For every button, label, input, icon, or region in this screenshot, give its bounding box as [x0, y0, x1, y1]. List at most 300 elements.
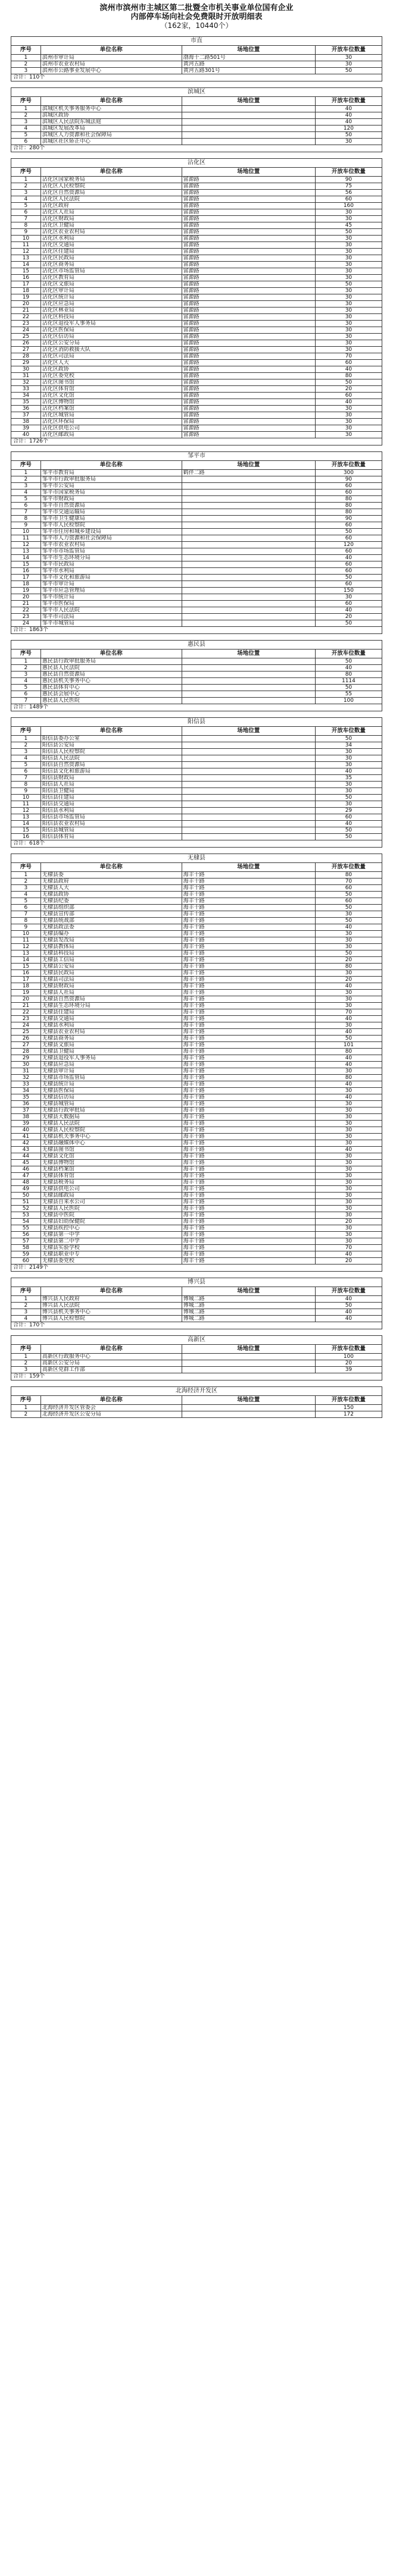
- section-gap: [0, 445, 393, 451]
- cell-no: 10: [11, 931, 41, 937]
- cell-unit: 无棣县应急局: [40, 1062, 182, 1068]
- section-gap: [0, 711, 393, 717]
- cell-unit: 沾化区应急局: [40, 301, 182, 308]
- cell-no: 2: [11, 665, 41, 672]
- cell-unit: 惠民县会展中心: [40, 691, 182, 698]
- cell-no: 30: [11, 366, 41, 373]
- cell-spots: 30: [315, 406, 382, 412]
- table-row: [11, 918, 382, 924]
- cell-no: 17: [11, 575, 41, 581]
- cell-place: 海丰十路: [182, 885, 315, 892]
- cell-spots: 50: [315, 620, 382, 627]
- cell-place: 海丰十路: [182, 1029, 315, 1036]
- cell-no: 1: [11, 177, 41, 183]
- cell-spots: 30: [315, 288, 382, 294]
- cell-spots: 30: [315, 1134, 382, 1140]
- cell-place: [182, 1367, 315, 1373]
- cell-unit: 阳信县体育局: [40, 834, 182, 840]
- table-row: [11, 301, 382, 308]
- cell-no: 2: [11, 183, 41, 190]
- table-row: [11, 1193, 382, 1199]
- cell-unit: 博兴县人民政府: [40, 1296, 182, 1303]
- cell-spots: 40: [315, 1029, 382, 1036]
- cell-no: 33: [11, 1081, 41, 1088]
- cell-spots: 40: [315, 1147, 382, 1153]
- cell-unit: 无棣县融媒体中心: [40, 1140, 182, 1147]
- cell-place: [182, 139, 315, 145]
- cell-no: 2: [11, 476, 41, 483]
- region-name: 博兴县: [11, 1278, 382, 1287]
- cell-no: 24: [11, 1022, 41, 1029]
- col-header-place: 场地位置: [182, 650, 315, 658]
- cell-place: 海丰十路: [182, 1003, 315, 1009]
- cell-spots: 60: [315, 601, 382, 607]
- cell-spots: 30: [315, 1166, 382, 1173]
- cell-place: [182, 736, 315, 742]
- cell-unit: 沾化区文化馆: [40, 393, 182, 399]
- table-row: [11, 665, 382, 672]
- cell-spots: 90: [315, 476, 382, 483]
- cell-spots: 30: [315, 294, 382, 301]
- cell-spots: 40: [315, 399, 382, 406]
- table-header: [11, 97, 382, 106]
- table-row: [11, 1049, 382, 1055]
- table-row: [11, 399, 382, 406]
- region-table: [11, 726, 382, 840]
- region-table: [11, 45, 382, 74]
- col-header-spots: 开放车位数量: [315, 863, 382, 872]
- cell-place: 富源路: [182, 262, 315, 268]
- cell-spots: 30: [315, 327, 382, 334]
- cell-place: 海丰十路: [182, 944, 315, 950]
- cell-no: 31: [11, 1068, 41, 1075]
- cell-no: 5: [11, 685, 41, 691]
- cell-no: 17: [11, 977, 41, 983]
- cell-unit: 无棣县大数据局: [40, 1114, 182, 1121]
- table-row: [11, 366, 382, 373]
- cell-unit: 无棣县政协: [40, 892, 182, 898]
- cell-unit: 北海经济开发区公安分局: [40, 1411, 182, 1418]
- table-body: [11, 872, 382, 1265]
- table-row: [11, 1296, 382, 1303]
- cell-spots: 50: [315, 575, 382, 581]
- cell-place: 黄河五路301号: [182, 68, 315, 74]
- region-name: 惠民县: [11, 640, 382, 649]
- cell-spots: 30: [315, 1186, 382, 1193]
- table-row: [11, 788, 382, 795]
- cell-unit: 沾化区人民检察院: [40, 183, 182, 190]
- cell-no: 13: [11, 814, 41, 821]
- col-header-no: 序号: [11, 650, 41, 658]
- cell-spots: 30: [315, 1153, 382, 1160]
- table-row: [11, 1411, 382, 1418]
- table-row: [11, 55, 382, 61]
- cell-spots: 30: [315, 321, 382, 327]
- cell-spots: 40: [315, 821, 382, 827]
- cell-no: 1: [11, 1405, 41, 1411]
- cell-spots: 50: [315, 1303, 382, 1309]
- cell-spots: 50: [315, 281, 382, 288]
- cell-unit: 沾化区财政局: [40, 216, 182, 222]
- cell-spots: 50: [315, 736, 382, 742]
- cell-spots: 40: [315, 1251, 382, 1258]
- cell-no: 45: [11, 1160, 41, 1166]
- cell-no: 29: [11, 1055, 41, 1062]
- cell-unit: 沾化区国家税务局: [40, 177, 182, 183]
- table-row: [11, 691, 382, 698]
- cell-spots: 30: [315, 419, 382, 425]
- cell-place: 富源路: [182, 334, 315, 340]
- table-row: [11, 68, 382, 74]
- cell-place: [182, 691, 315, 698]
- cell-spots: 60: [315, 535, 382, 542]
- cell-place: 渤海十二路501号: [182, 55, 315, 61]
- col-header-spots: 开放车位数量: [315, 1287, 382, 1296]
- cell-no: 41: [11, 1134, 41, 1140]
- col-header-no: 序号: [11, 461, 41, 470]
- cell-unit: 阳信县委办公室: [40, 736, 182, 742]
- cell-place: 富源路: [182, 255, 315, 262]
- cell-place: [182, 801, 315, 808]
- cell-spots: 60: [315, 360, 382, 366]
- cell-spots: 30: [315, 762, 382, 768]
- cell-spots: 50: [315, 658, 382, 665]
- cell-place: 富源路: [182, 281, 315, 288]
- cell-place: 海丰十路: [182, 1147, 315, 1153]
- cell-unit: 无棣县妇幼保健院: [40, 1219, 182, 1225]
- cell-spots: 30: [315, 1114, 382, 1121]
- cell-no: 1: [11, 872, 41, 878]
- region-subtotal: 合计：110个: [11, 74, 382, 81]
- cell-spots: 70: [315, 353, 382, 360]
- cell-place: [182, 119, 315, 125]
- cell-no: 3: [11, 1309, 41, 1316]
- table-row: [11, 294, 382, 301]
- table-row: [11, 1354, 382, 1360]
- cell-no: 7: [11, 509, 41, 516]
- cell-no: 43: [11, 1147, 41, 1153]
- cell-spots: 30: [315, 1179, 382, 1186]
- cell-unit: 无棣县交通局: [40, 1016, 182, 1022]
- table-row: [11, 353, 382, 360]
- cell-spots: 40: [315, 768, 382, 775]
- cell-place: 海丰十路: [182, 990, 315, 996]
- region-name: 高新区: [11, 1335, 382, 1344]
- cell-spots: 30: [315, 308, 382, 314]
- cell-no: 15: [11, 964, 41, 970]
- cell-unit: 惠民县体育中心: [40, 685, 182, 691]
- cell-spots: 50: [315, 892, 382, 898]
- cell-spots: 30: [315, 1193, 382, 1199]
- cell-unit: 邹平市国家税务局: [40, 490, 182, 496]
- table-row: [11, 964, 382, 970]
- cell-place: 富源路: [182, 183, 315, 190]
- table-row: [11, 548, 382, 555]
- table-row: [11, 106, 382, 112]
- cell-no: 13: [11, 548, 41, 555]
- cell-spots: 30: [315, 55, 382, 61]
- cell-spots: 80: [315, 1049, 382, 1055]
- cell-unit: 阳信县城管局: [40, 827, 182, 834]
- cell-place: 富源路: [182, 373, 315, 379]
- cell-no: 25: [11, 334, 41, 340]
- cell-unit: 邹平市卫生健康局: [40, 516, 182, 522]
- cell-place: 富源路: [182, 196, 315, 203]
- cell-spots: 30: [315, 301, 382, 308]
- cell-unit: 无棣县邮政局: [40, 1193, 182, 1199]
- cell-spots: 30: [315, 1173, 382, 1179]
- cell-place: [182, 132, 315, 139]
- cell-spots: 30: [315, 944, 382, 950]
- cell-no: 33: [11, 386, 41, 393]
- cell-no: 49: [11, 1186, 41, 1193]
- cell-spots: 20: [315, 977, 382, 983]
- table-row: [11, 125, 382, 132]
- table-row: [11, 878, 382, 885]
- cell-place: 海丰十路: [182, 1160, 315, 1166]
- table-body: [11, 55, 382, 74]
- header-row: [11, 97, 382, 106]
- cell-unit: 沾化区教育局: [40, 275, 182, 281]
- table-row: [11, 885, 382, 892]
- table-row: [11, 476, 382, 483]
- cell-no: 26: [11, 1036, 41, 1042]
- cell-place: [182, 594, 315, 601]
- cell-no: 3: [11, 119, 41, 125]
- cell-place: 海丰十路: [182, 1166, 315, 1173]
- table-row: [11, 288, 382, 294]
- cell-no: 16: [11, 970, 41, 977]
- table-row: [11, 542, 382, 548]
- cell-no: 57: [11, 1238, 41, 1245]
- cell-unit: 邹平市行政审批服务局: [40, 476, 182, 483]
- cell-unit: 无棣县机关事务中心: [40, 1134, 182, 1140]
- cell-place: 富源路: [182, 393, 315, 399]
- cell-unit: 沾化区科技局: [40, 314, 182, 321]
- cell-unit: 沾化区市场监管局: [40, 268, 182, 275]
- cell-unit: 沾化区水利局: [40, 236, 182, 242]
- table-row: [11, 614, 382, 620]
- cell-spots: 60: [315, 196, 382, 203]
- table-row: [11, 249, 382, 255]
- doc-title-line2: 内部停车场向社会免费限时开放明细表: [130, 12, 263, 21]
- table-row: [11, 575, 382, 581]
- cell-unit: 无棣县卫健局: [40, 1049, 182, 1055]
- cell-unit: 无棣县审计局: [40, 1068, 182, 1075]
- cell-spots: 40: [315, 1316, 382, 1322]
- cell-spots: 45: [315, 222, 382, 229]
- cell-spots: 30: [315, 1003, 382, 1009]
- table-row: [11, 1042, 382, 1049]
- cell-no: 15: [11, 268, 41, 275]
- cell-spots: 101: [315, 1042, 382, 1049]
- cell-spots: 60: [315, 814, 382, 821]
- cell-no: 36: [11, 1101, 41, 1107]
- section-gap: [0, 81, 393, 87]
- cell-no: 1: [11, 736, 41, 742]
- table-row: [11, 1367, 382, 1373]
- cell-spots: 20: [315, 957, 382, 964]
- cell-place: 海丰十路: [182, 1206, 315, 1212]
- cell-spots: 60: [315, 490, 382, 496]
- table-row: [11, 1160, 382, 1166]
- cell-spots: 60: [315, 483, 382, 490]
- cell-spots: 50: [315, 834, 382, 840]
- table-row: [11, 1316, 382, 1322]
- cell-unit: 无棣县图书馆: [40, 1147, 182, 1153]
- cell-no: 37: [11, 412, 41, 419]
- cell-spots: 40: [315, 1062, 382, 1068]
- cell-place: 富源路: [182, 308, 315, 314]
- table-row: [11, 775, 382, 782]
- cell-place: [182, 522, 315, 529]
- region-section: [11, 854, 382, 1272]
- cell-place: 富源路: [182, 425, 315, 432]
- cell-unit: 无棣县住建局: [40, 1009, 182, 1016]
- cell-unit: 沾化区人社局: [40, 209, 182, 216]
- cell-spots: 30: [315, 334, 382, 340]
- cell-place: [182, 1405, 315, 1411]
- cell-unit: 阳信县人民法院: [40, 755, 182, 762]
- cell-unit: 阳信县住建局: [40, 795, 182, 801]
- cell-unit: 无棣县委党校: [40, 1258, 182, 1265]
- table-row: [11, 1075, 382, 1081]
- table-header: [11, 1287, 382, 1296]
- cell-no: 6: [11, 139, 41, 145]
- table-header: [11, 650, 382, 658]
- cell-unit: 无棣县市场监管局: [40, 1075, 182, 1081]
- cell-spots: 80: [315, 672, 382, 678]
- section-gap: [0, 1329, 393, 1335]
- cell-place: 黄河五路: [182, 61, 315, 68]
- cell-spots: 172: [315, 1411, 382, 1418]
- cell-no: 23: [11, 321, 41, 327]
- cell-unit: 无棣县信访局: [40, 1094, 182, 1101]
- cell-spots: 30: [315, 242, 382, 249]
- cell-no: 27: [11, 1042, 41, 1049]
- cell-no: 18: [11, 581, 41, 588]
- cell-spots: 100: [315, 1354, 382, 1360]
- cell-unit: 无棣县中医院: [40, 1212, 182, 1219]
- cell-no: 29: [11, 360, 41, 366]
- cell-no: 12: [11, 249, 41, 255]
- cell-unit: 无棣县发改局: [40, 937, 182, 944]
- cell-no: 11: [11, 535, 41, 542]
- section-gap: [0, 30, 393, 36]
- cell-unit: 无棣县组织部: [40, 905, 182, 911]
- cell-spots: 30: [315, 1127, 382, 1134]
- cell-no: 11: [11, 801, 41, 808]
- cell-unit: 惠民县人民医院: [40, 698, 182, 704]
- table-row: [11, 1094, 382, 1101]
- region-subtotal: 合计：618个: [11, 840, 382, 848]
- header-row: [11, 461, 382, 470]
- col-header-place: 场地位置: [182, 1345, 315, 1354]
- region-table: [11, 96, 382, 145]
- cell-unit: 阳信县自然资源局: [40, 762, 182, 768]
- table-row: [11, 1022, 382, 1029]
- table-header: [11, 1396, 382, 1405]
- header-row: [11, 1287, 382, 1296]
- cell-place: 富源路: [182, 366, 315, 373]
- cell-place: 富源路: [182, 353, 315, 360]
- cell-no: 3: [11, 672, 41, 678]
- cell-no: 15: [11, 561, 41, 568]
- cell-unit: 无棣县公安局: [40, 964, 182, 970]
- col-header-place: 场地位置: [182, 168, 315, 177]
- cell-spots: 20: [315, 386, 382, 393]
- cell-place: 富源路: [182, 406, 315, 412]
- cell-place: [182, 509, 315, 516]
- table-row: [11, 762, 382, 768]
- cell-spots: 20: [315, 614, 382, 620]
- cell-place: 海丰十路: [182, 1055, 315, 1062]
- cell-unit: 滨城区政协: [40, 112, 182, 119]
- cell-no: 38: [11, 1114, 41, 1121]
- table-row: [11, 1134, 382, 1140]
- table-row: [11, 983, 382, 990]
- table-row: [11, 937, 382, 944]
- cell-unit: 阳信县卫健局: [40, 788, 182, 795]
- header-row: [11, 650, 382, 658]
- table-row: [11, 419, 382, 425]
- cell-no: 5: [11, 132, 41, 139]
- table-row: [11, 203, 382, 209]
- cell-spots: 150: [315, 1405, 382, 1411]
- cell-spots: 30: [315, 749, 382, 755]
- table-row: [11, 795, 382, 801]
- region-table: [11, 862, 382, 1265]
- cell-spots: 50: [315, 905, 382, 911]
- cell-no: 4: [11, 678, 41, 685]
- cell-no: 31: [11, 373, 41, 379]
- table-row: [11, 347, 382, 353]
- cell-unit: 无棣县水利局: [40, 1022, 182, 1029]
- cell-unit: 无棣县民政局: [40, 970, 182, 977]
- table-row: [11, 360, 382, 366]
- cell-no: 2: [11, 61, 41, 68]
- table-row: [11, 698, 382, 704]
- cell-spots: 70: [315, 1009, 382, 1016]
- cell-place: [182, 503, 315, 509]
- table-row: [11, 1303, 382, 1309]
- cell-spots: 30: [315, 937, 382, 944]
- cell-spots: 120: [315, 125, 382, 132]
- cell-unit: 沾化区司法局: [40, 353, 182, 360]
- cell-no: 5: [11, 496, 41, 503]
- col-header-unit: 单位名称: [40, 168, 182, 177]
- cell-spots: 60: [315, 885, 382, 892]
- cell-no: 23: [11, 614, 41, 620]
- cell-place: 海丰十路: [182, 1101, 315, 1107]
- cell-spots: 30: [315, 425, 382, 432]
- table-row: [11, 1225, 382, 1232]
- table-row: [11, 1140, 382, 1147]
- table-row: [11, 1147, 382, 1153]
- cell-no: 34: [11, 393, 41, 399]
- cell-unit: 阳信县交通局: [40, 801, 182, 808]
- cell-place: 富源路: [182, 301, 315, 308]
- region-section: [11, 1335, 382, 1380]
- cell-spots: 30: [315, 1238, 382, 1245]
- cell-no: 54: [11, 1219, 41, 1225]
- cell-place: [182, 620, 315, 627]
- table-body: [11, 658, 382, 704]
- cell-no: 2: [11, 1411, 41, 1418]
- table-header: [11, 1345, 382, 1354]
- table-row: [11, 1173, 382, 1179]
- cell-no: 26: [11, 340, 41, 347]
